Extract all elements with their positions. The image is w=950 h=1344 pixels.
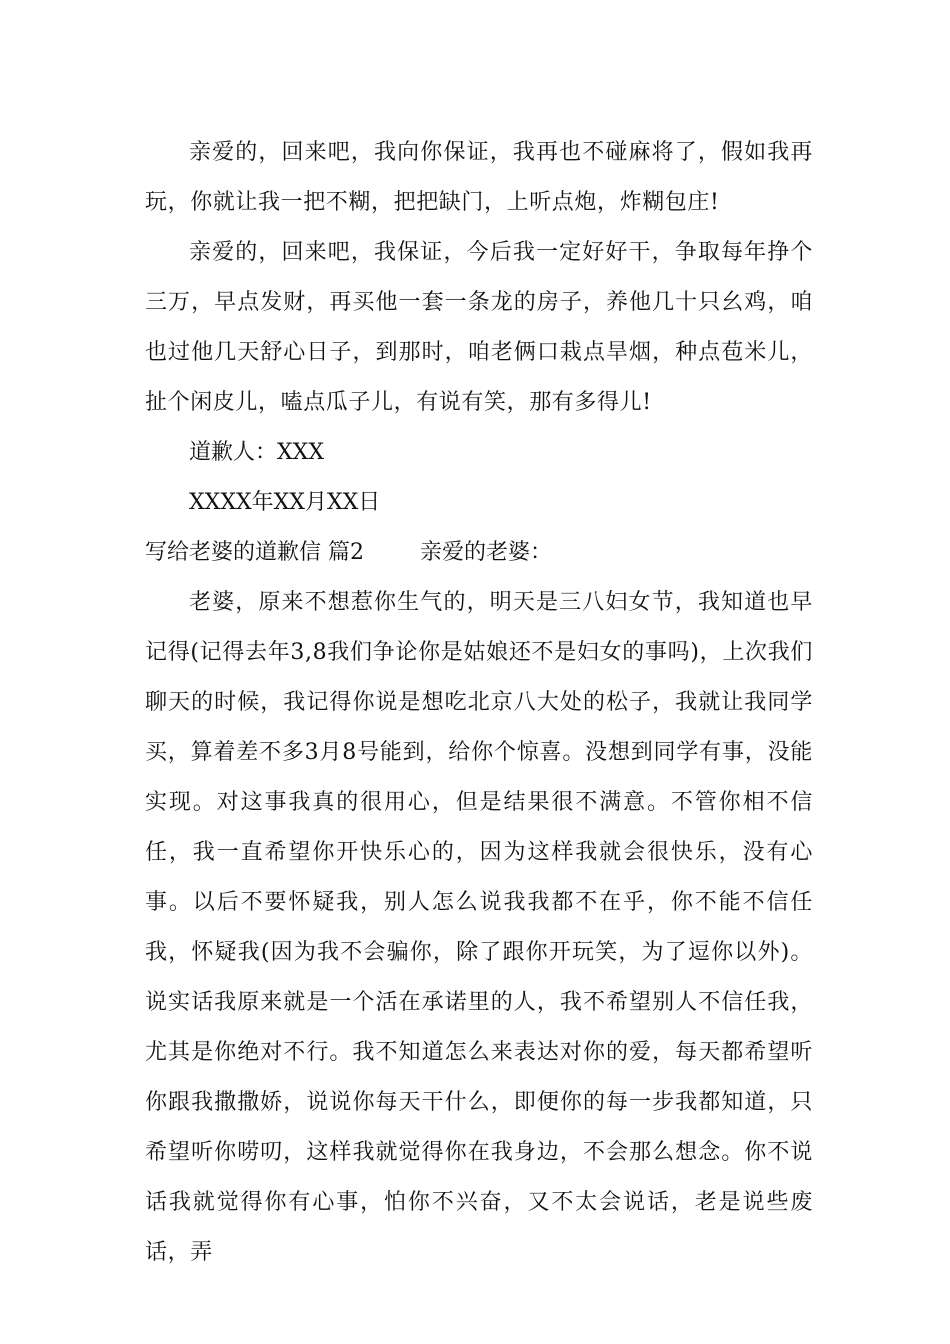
apology-date: XXXX年XX月XX日 [189,490,381,515]
salutation: 亲爱的老婆： [420,540,553,565]
document-body [145,128,813,1278]
paragraph-promise-future: 亲爱的，回来吧，我保证，今后我一定好好干，争取每年挣个三万，早点发财，再买他一套一条龙的房子，养他几十只幺鸡，咱也过他几天舒心日子，到那时，咱老俩口栽点旱烟，种点苞米儿，扯个闲皮儿，嗑点瓜子儿，有说有笑，那有多得儿! [145,240,813,415]
section-title: 写给老婆的道歉信 篇2 [145,540,364,565]
paragraph-promise-mahjong: 亲爱的，回来吧，我向你保证，我再也不碰麻将了，假如我再玩，你就让我一把不糊，把把缺门，上听点炮，炸糊包庄! [145,140,813,215]
apology-signature: 道歉人：XXX [189,440,324,465]
section-heading-line [145,528,813,578]
paragraph-main-letter: 老婆，原来不想惹你生气的，明天是三八妇女节，我知道也早记得(记得去年3,8我们争论你是姑娘还不是妇女的事吗)，上次我们聊天的时候，我记得你说是想吃北京八大处的松子，我就让我同学买，算着差不多3月8号能到，给你个惊喜。没想到同学有事，没能实现。对这事我真的很用心，但是结果很不满意。不管你相不信任，我一直希望你开快乐心的，因为这样我就会很快乐，没有心事。以后不要怀疑我，别人怎么说我我都不在乎，你不能不信任我，怀疑我(因为我不会骗你，除了跟你开玩笑，为了逗你以外)。说实话我原来就是一个活在承诺里的人，我不希望别人不信任我，尤其是你绝对不行。我不知道怎么来表达对你的爱，每天都希望听你跟我撒撒娇，说说你每天干什么，即便你的每一步我都知道，只希望听你唠叨，这样我就觉得你在我身边，不会那么想念。你不说话我就觉得你有心事，怕你不兴奋，又不太会说话，老是说些废话，弄 [145,590,813,1265]
